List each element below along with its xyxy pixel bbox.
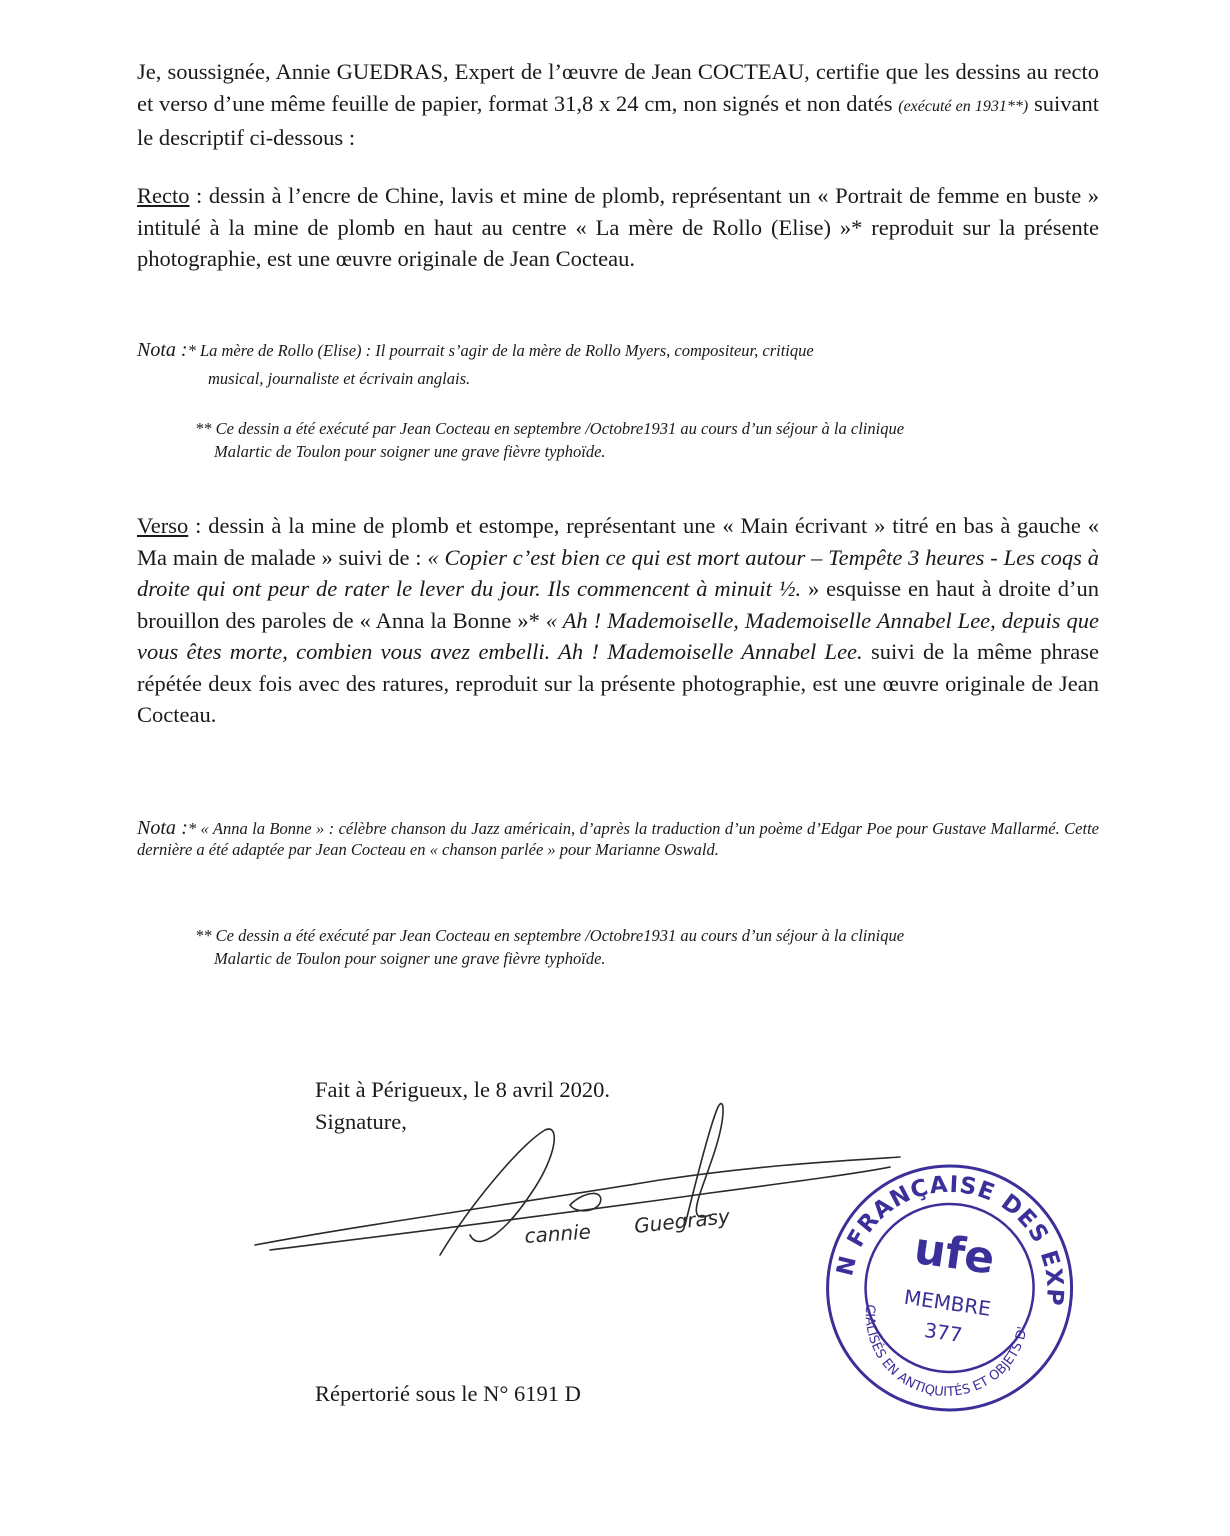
intro-text-end: suivant le descriptif ci-dessous : [137, 90, 1099, 150]
ufe-member-stamp [822, 1150, 1077, 1420]
verso-quote-2: « Ah ! Mademoiselle, Mademoiselle Annabel Lee, depuis que vous êtes morte, combien vous avez embelli. Ah ! Mademoiselle Annabel Lee. [137, 607, 1099, 664]
svg-text:cannie: cannie [523, 1219, 592, 1248]
verso-label: Verso [137, 513, 189, 538]
note-1-line-1: La mère de Rollo (Elise) : Il pourrait s’agir de la mère de Rollo Myers, compositeur, critique [195, 341, 814, 360]
svg-text:377: 377 [922, 1317, 964, 1348]
note-2-double-star-line-1: ** Ce dessin a été exécuté par Jean Cocteau en septembre /Octobre1931 au cours d’un séjour à la clinique [195, 926, 905, 945]
svg-text:ufe: ufe [911, 1222, 998, 1285]
svg-text:Guegrasy: Guegrasy [633, 1204, 731, 1238]
note-star: * [187, 341, 196, 360]
recto-paragraph [137, 180, 1099, 275]
recto-text: : dessin à l’encre de Chine, lavis et mine de plomb, représentant un « Portrait de femme en buste » intitulé à la mine de plomb en haut au centre « La mère de Rollo (Elise) »* reproduit sur la présente photographie, est une œuvre originale de Jean Cocteau. [137, 183, 1099, 271]
note-2 [137, 818, 1099, 860]
recto-label: Recto [137, 183, 190, 208]
nota-label: Nota : [137, 339, 188, 361]
note-2-text: * « Anna la Bonne » : célèbre chanson du Jazz américain, d’après la traduction d’un poème d’Edgar Poe pour Gustave Mallarmé. Cette dernière a été adaptée par Jean Cocteau en « chanson parlée » pour Marianne Oswald. [137, 819, 1099, 859]
note-1-double-star-line-1: ** Ce dessin a été exécuté par Jean Cocteau en septembre /Octobre1931 au cours d’un séjour à la clinique [195, 419, 905, 438]
signature-label: Signature, [315, 1109, 407, 1134]
svg-text:UNION FRANÇAISE DES EXPERTS: UNION FRANÇAISE DES EXPERTS [832, 1171, 1068, 1308]
intro-paragraph [137, 56, 1099, 154]
note-2-double-star-line-2: Malartic de Toulon pour soigner une grave fièvre typhoïde. [214, 949, 606, 968]
place-date: Fait à Périgueux, le 8 avril 2020. [315, 1077, 610, 1102]
intro-text: Je, soussignée, Annie GUEDRAS, Expert de l’œuvre de Jean COCTEAU, certifie que les dessins au recto et verso d’une même feuille de papier, format 31,8 x 24 cm, non signés et non datés [137, 59, 1099, 116]
verso-text-1: : dessin à la mine de plomb et estompe, représentant une « Main écrivant » titré en bas à gauche « Ma main de malade » suivi de : [137, 513, 1099, 570]
note-1 [137, 340, 1037, 361]
note-1-double-star-line-2: Malartic de Toulon pour soigner une grave fièvre typhoïde. [214, 442, 606, 461]
verso-text-2: » esquisse en haut à droite d’un brouillon des paroles de « Anna la Bonne »* [137, 576, 1099, 633]
intro-date-note: (exécuté en 1931**) [898, 97, 1029, 115]
svg-text:MEMBRE: MEMBRE [902, 1284, 993, 1321]
register-number: Répertorié sous le N° 6191 D [315, 1381, 581, 1406]
verso-text-3: suivi de la même phrase répétée deux fois avec des ratures, reproduit sur la présente photographie, est une œuvre originale de Jean Cocteau. [137, 639, 1099, 727]
verso-paragraph [137, 510, 1099, 731]
handwritten-signature [240, 1085, 920, 1275]
verso-quote-1: « Copier c’est bien ce qui est mort autour – Tempête 3 heures - Les coqs à droite qui ont peur de rater le lever du jour. Ils commencent à minuit ½. [137, 544, 1099, 601]
note-1-line-2: musical, journaliste et écrivain anglais. [208, 369, 471, 388]
svg-text:SPÉCIALISÉS EN ANTIQUITÉS ET O: SPÉCIALISÉS EN ANTIQUITÉS ET OBJETS D'ART [861, 1303, 1031, 1400]
nota-label: Nota : [137, 817, 188, 839]
